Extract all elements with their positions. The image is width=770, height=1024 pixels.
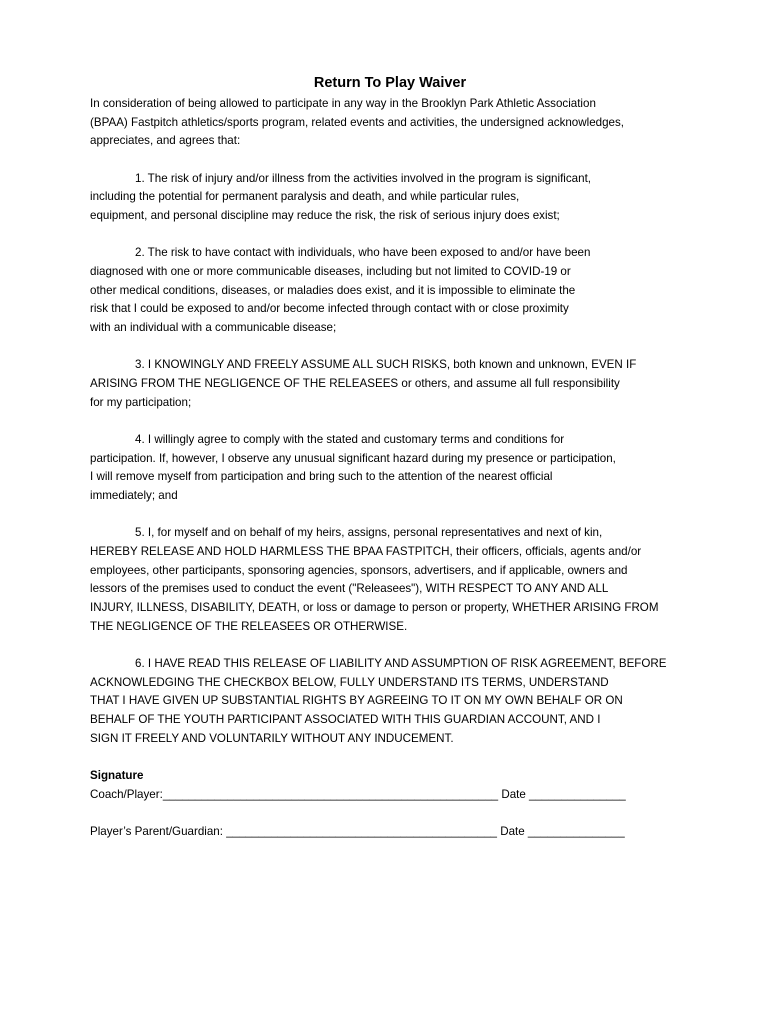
waiver-document (90, 73, 690, 842)
signature-heading: Signature (90, 768, 144, 782)
clause-6 (90, 655, 690, 749)
clause-1 (90, 170, 690, 226)
clause-line: 1. The risk of injury and/or illness from the activities involved in the program is significant, (135, 171, 592, 185)
clause-line: for my participation; (90, 395, 192, 409)
clause-line: lessors of the premises used to conduct the event ("Releasees"), WITH RESPECT TO ANY AND ALL (90, 582, 609, 596)
clause-line: SIGN IT FREELY AND VOLUNTARILY WITHOUT ANY INDUCEMENT. (90, 731, 454, 745)
clause-line: I will remove myself from participation and bring such to the attention of the nearest official (90, 470, 553, 484)
clause-line: participation. If, however, I observe any unusual significant hazard during my presence or participation, (90, 451, 616, 465)
intro-line: In consideration of being allowed to participate in any way in the Brooklyn Park Athletic Association (90, 97, 596, 110)
parent-guardian-signature-line[interactable]: Player’s Parent/Guardian: __________________________________________ Date _______________ (90, 825, 625, 839)
clause-line: ACKNOWLEDGING THE CHECKBOX BELOW, FULLY UNDERSTAND ITS TERMS, UNDERSTAND (90, 675, 609, 689)
coach-player-signature-line[interactable]: Coach/Player:____________________________________________________ Date _______________ (90, 787, 626, 801)
clause-line: ARISING FROM THE NEGLIGENCE OF THE RELEASEES or others, and assume all full responsibility (90, 376, 620, 390)
clause-line: THAT I HAVE GIVEN UP SUBSTANTIAL RIGHTS BY AGREEING TO IT ON MY OWN BEHALF OR ON (90, 694, 623, 708)
clause-line: 5. I, for myself and on behalf of my heirs, assigns, personal representatives and next of kin, (135, 526, 603, 540)
intro-line: appreciates, and agrees that: (90, 134, 241, 148)
clause-line: with an individual with a communicable disease; (90, 321, 337, 335)
clause-line: employees, other participants, sponsoring agencies, sponsors, advertisers, and if applicable, owners and (90, 563, 628, 577)
clause-line: risk that I could be exposed to and/or become infected through contact with or close proximity (90, 302, 569, 316)
clause-line: INJURY, ILLNESS, DISABILITY, DEATH, or loss or damage to person or property, WHETHER ARISING FROM (90, 600, 659, 614)
clause-line: 4. I willingly agree to comply with the stated and customary terms and conditions for (135, 432, 565, 446)
clause-line: BEHALF OF THE YOUTH PARTICIPANT ASSOCIATED WITH THIS GUARDIAN ACCOUNT, AND I (90, 712, 601, 726)
clause-4 (90, 431, 690, 506)
clause-line: immediately; and (90, 488, 178, 502)
signature-section (90, 767, 690, 842)
clause-line: other medical conditions, diseases, or maladies does exist, and it is impossible to eliminate the (90, 283, 576, 297)
document-title: Return To Play Waiver (313, 75, 467, 91)
clause-line: 6. I HAVE READ THIS RELEASE OF LIABILITY AND ASSUMPTION OF RISK AGREEMENT, BEFORE (135, 656, 667, 670)
clause-line: including the potential for permanent paralysis and death, and while particular rules, (90, 190, 520, 204)
signature-spacer (90, 804, 690, 823)
clause-2 (90, 244, 690, 338)
clause-line: diagnosed with one or more communicable diseases, including but not limited to COVID-19 or (90, 264, 571, 278)
intro-line: (BPAA) Fastpitch athletics/sports program, related events and activities, the undersigned acknowledges, (90, 115, 625, 129)
clause-3 (90, 356, 690, 412)
clause-line: equipment, and personal discipline may reduce the risk, the risk of serious injury does exist; (90, 209, 560, 223)
clause-5 (90, 524, 690, 636)
intro-paragraph (90, 95, 690, 151)
clause-line: 3. I KNOWINGLY AND FREELY ASSUME ALL SUCH RISKS, both known and unknown, EVEN IF (135, 358, 637, 372)
clause-line: THE NEGLIGENCE OF THE RELEASEES OR OTHERWISE. (90, 619, 408, 633)
clause-line: HEREBY RELEASE AND HOLD HARMLESS THE BPAA FASTPITCH, their officers, officials, agents and/or (90, 544, 642, 558)
clause-line: 2. The risk to have contact with individuals, who have been exposed to and/or have been (135, 246, 591, 260)
